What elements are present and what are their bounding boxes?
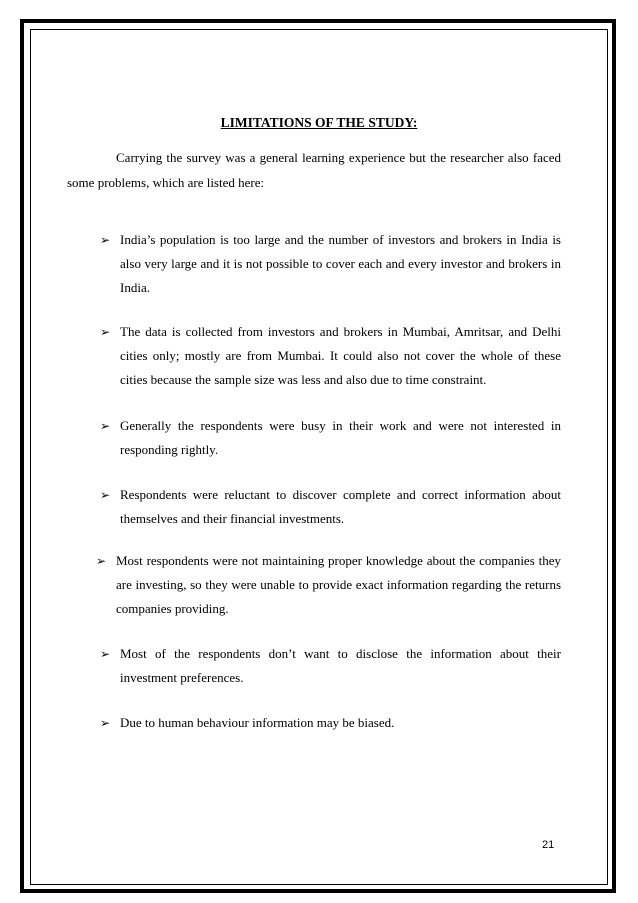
section-title: LIMITATIONS OF THE STUDY:: [220, 115, 418, 130]
arrow-bullet-icon: ➢: [100, 647, 111, 661]
arrow-bullet-icon: ➢: [100, 488, 111, 502]
arrow-bullet-icon: ➢: [96, 554, 107, 568]
limitation-item-7: Due to human behaviour information may be biased.: [120, 715, 395, 730]
arrow-bullet-icon: ➢: [100, 716, 111, 730]
limitation-item-1: India’s population is too large and the number of investors and brokers in India is also very large and it is not possible to cover each and every investor and brokers in India.: [120, 232, 561, 295]
page-number: 21: [542, 839, 555, 851]
limitation-item-6: Most of the respondents don’t want to disclose the information about their investment preferences.: [120, 646, 561, 685]
limitation-item-3: Generally the respondents were busy in their work and were not interested in responding rightly.: [120, 418, 561, 457]
intro-paragraph: Carrying the survey was a general learning experience but the researcher also faced some problems, which are listed here:: [67, 150, 561, 190]
arrow-bullet-icon: ➢: [100, 233, 111, 247]
limitation-item-2: The data is collected from investors and brokers in Mumbai, Amritsar, and Delhi cities only; mostly are from Mumbai. It could also not cover the whole of these cities because the sample size was less and also due to time constraint.: [120, 324, 561, 387]
limitation-item-5: Most respondents were not maintaining proper knowledge about the companies they are investing, so they were unable to provide exact information regarding the returns companies providing.: [116, 553, 561, 616]
arrow-bullet-icon: ➢: [100, 325, 111, 339]
arrow-bullet-icon: ➢: [100, 419, 111, 433]
limitation-item-4: Respondents were reluctant to discover complete and correct information about themselves and their financial investments.: [120, 487, 561, 526]
